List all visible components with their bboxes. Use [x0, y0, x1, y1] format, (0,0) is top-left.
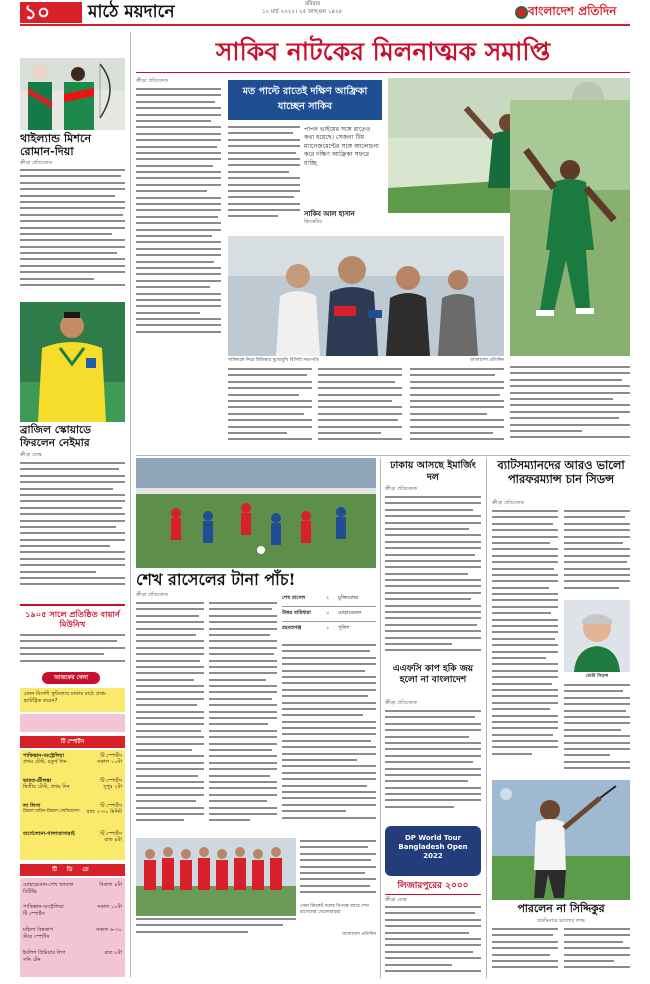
lead-callout: [228, 80, 382, 120]
russell-caption: সেনা ক্রিকেট দলের বিপক্ষে ম্যাচে শেখ রাসেলের খেলোয়াড়রা: [300, 904, 369, 915]
archery-headline: থাইল্যান্ড মিশনে রোমান-দিয়া: [20, 131, 92, 158]
section-title: মাঠে ময়দানে: [88, 2, 175, 22]
tv-row: [23, 802, 122, 816]
archery-photo: [20, 58, 125, 130]
tv2-row-time: রাত ৮টা: [104, 950, 122, 956]
tv2-row-time: বিকাল ৪টা: [99, 882, 122, 888]
tv-row-time: রাত ৪টা: [104, 837, 122, 843]
standings-row: [282, 622, 376, 636]
russell-team-photo: [136, 838, 296, 916]
asia-cup-headline: এএফসি কাপ হকি জয় হলো না বাংলাদেশ: [392, 664, 474, 685]
standings-team: রহমতগঞ্জ: [282, 625, 302, 631]
tv2-row-title: মহিলা বিশ্বকাপ: [23, 927, 54, 933]
quiz-box: [20, 688, 125, 712]
standings-score: ২: [326, 595, 330, 601]
tv-row-sub: রিয়াল মাদ্রিদ-রিয়াল সোসিয়েদাদ: [23, 809, 80, 814]
tv2-row-title: পাকিস্তান-অস্ট্রেলিয়া: [23, 904, 64, 910]
neymar-body: [20, 462, 125, 592]
tv-row-title: লা লিগা: [23, 803, 41, 809]
tv2-row-time: সকাল ৬-৩০: [95, 927, 122, 933]
runs-title-box: [385, 880, 481, 895]
lead-press-photo: [228, 236, 504, 356]
tv-row-time: দুপুর ২টা: [103, 784, 122, 790]
archery-kicker: ক্রীড়া প্রতিবেদক: [20, 160, 53, 166]
page-number: ১০: [24, 0, 50, 24]
byline-left: [304, 210, 382, 227]
tv2-title: টি ডি তে: [20, 864, 125, 876]
lead-body-col4: [318, 368, 402, 448]
siddikur-headline: পারলেন না সিদ্দিকুর: [517, 902, 605, 915]
runs-kicker: ক্রীড়া ডেস্ক: [385, 897, 407, 903]
mid-divider: [380, 458, 381, 978]
siddikur-kicker: চারমিনারে ভালোর লাভ: [537, 918, 585, 924]
tv-row-sub: প্রথম টেস্ট, চতুর্থ দিন: [23, 759, 67, 765]
tv-row-time: রাত ২-৩০ মিনিট: [86, 809, 122, 815]
byline-left-name: সাকিব আল হাসান: [304, 210, 355, 218]
batsman-body-col3: [564, 684, 630, 774]
asia-cup-body: [385, 710, 481, 820]
russell-team-photo-caption: [136, 918, 296, 942]
lead-headline-rule: [136, 72, 630, 73]
neymar-kicker: ক্রীড়া ডেস্ক: [20, 452, 42, 458]
russell-body-col2: [209, 602, 277, 834]
russell-caption-lines: [300, 840, 376, 900]
runs-body: [385, 906, 481, 978]
tv2-row-title: ইংলিশ প্রিমিয়ার লিগ: [23, 950, 66, 956]
weekday: রবিবার: [305, 1, 321, 7]
tv2-row-channel: বিটিভি: [23, 889, 38, 895]
tv-row-channel: টি স্পোর্টস: [100, 831, 122, 837]
tv2-row-channel: টি স্পোর্টস: [23, 911, 45, 917]
tv-row-title: বার্সেলোনা-গালাতাসারাই: [23, 831, 75, 837]
russell-headline: শেখ রাসেলের টানা পাঁচ!: [136, 570, 296, 589]
byline-left-role: ক্রিকেটার: [304, 219, 323, 225]
tv-row-title: ভারত-শ্রীলঙ্কা: [23, 778, 52, 784]
lead-pullquote: পাপন ভাইয়ের সঙ্গে রাতেও কথা হয়েছে। সেজন্য টিম ম্যানেজমেন্টের সঙ্গে আলোচনা করে দক্ষিণ আফ্রিকা সফরে যাচ্ছি: [304, 126, 379, 167]
tv-row-channel: টি স্পোর্টস: [100, 753, 122, 759]
tv-row-channel: টি স্পোর্টস: [100, 778, 122, 784]
tv-row: [23, 752, 122, 766]
tv-row-sub: দ্বিতীয় টেস্ট, প্রথম দিন: [23, 784, 70, 790]
classic-body: [20, 634, 125, 670]
siddikur-badge-text: DP World Tour Bangladesh Open 2022: [398, 834, 468, 860]
emerging-body: [385, 496, 481, 660]
lead-action-photo: [510, 100, 630, 356]
quiz-text: কোন বিদেশি ফুটবলার ঢাকার মাঠে প্রথম হ্যাটট্রিক করেন?: [24, 691, 106, 704]
russell-team-caption-lines: [136, 918, 296, 942]
tv-listing: [20, 750, 125, 860]
standings-team: উত্তর বারিধারা: [282, 610, 311, 616]
lead-kicker: ক্রীড়া প্রতিবেদক: [136, 78, 169, 84]
russell-body-col3: [282, 644, 376, 834]
emerging-kicker: ক্রীড়া প্রতিবেদক: [385, 486, 418, 492]
archery-body: [20, 169, 125, 294]
emerging-headline: ঢাকায় আসছে ইমার্জিং দল: [390, 460, 476, 483]
siddikur-body-col2: [564, 928, 630, 978]
siddikur-body-col1: [492, 928, 558, 978]
siddikur-badge: [385, 826, 481, 876]
tv2-row-channel: স্টার স্পোর্টস: [23, 934, 50, 940]
russell-body-col1: [136, 602, 204, 834]
lead-body-col6: [510, 366, 630, 446]
standings-opp: পুলিশ: [338, 625, 350, 631]
column-divider: [130, 32, 131, 977]
batsman-headline: ব্যাটসম্যানদের আরও ভালো পারফরম্যান্স চান সিডন্স: [497, 458, 625, 487]
tv-row: [23, 777, 122, 791]
date-line: ১০ মার্চ ২০২২। ২৫ ফাল্গুন ১৪২৮: [262, 9, 343, 15]
tv-row: [23, 830, 122, 844]
russell-caption-credit: বাংলাদেশ প্রতিদিন: [342, 932, 376, 937]
standings-score: ০: [326, 610, 330, 616]
standings-team: শেখ রাসেল: [282, 595, 306, 601]
lead-body-col5: [410, 368, 504, 448]
tv2-listing: [20, 878, 125, 977]
tv-title: টি স্পোর্টস: [20, 736, 125, 748]
classic-box: [20, 604, 125, 670]
lead-body-col1: [136, 88, 221, 346]
batsman-body-col1: [492, 510, 558, 770]
tv2-row-title: মোহামেডান-শেখ জামাল: [23, 882, 74, 888]
batsman-kicker: ক্রীড়া প্রতিবেদক: [492, 500, 525, 506]
tv-row-channel: টি স্পোর্টস: [100, 803, 122, 809]
lead-body-col2: [228, 126, 300, 226]
logo-mark: [515, 6, 528, 19]
neymar-photo: [20, 302, 125, 422]
batsman-photo-caption: জেমি সিডন্স: [585, 674, 609, 679]
left-column: [20, 32, 125, 977]
standings-score: ১: [326, 625, 330, 631]
masthead-logo: বাংলাদেশ প্রতিদিন: [528, 4, 617, 18]
masthead-rule: [20, 24, 630, 26]
batsman-photo: [564, 600, 630, 672]
classic-title: ১৯০৫ সালে প্রতিষ্ঠিত বায়ার্ন মিউনিখ: [25, 609, 120, 629]
lead-caption-text: সাকিবকে নিয়ে মিডিয়ার মুখোমুখি বিসিবি সভাপতি: [228, 358, 319, 363]
lead-headline: সাকিব নাটকের মিলনাত্মক সমাপ্তি: [215, 37, 551, 66]
tv2-row-time: সকাল ১০টা: [96, 904, 122, 910]
asia-cup-kicker: ক্রীড়া প্রতিবেদক: [385, 700, 418, 706]
today-panel: [20, 672, 125, 977]
runs-headline: লিজারপুরের ২০০০: [397, 881, 469, 891]
russell-standings: [282, 592, 376, 638]
today-title: আজকের খেলা: [42, 672, 100, 684]
russell-kicker: ক্রীড়া প্রতিবেদক: [136, 592, 169, 598]
standings-opp: মুক্তিযোদ্ধা: [338, 595, 359, 601]
lead-photo-caption: [228, 358, 504, 364]
standings-opp: মোহামেডান: [338, 610, 362, 616]
right-divider: [486, 458, 487, 978]
standings-row: [282, 607, 376, 622]
neymar-headline: ব্রাজিল স্কোয়াডে ফিরলেন নেইমার: [20, 424, 92, 449]
lead-bottom-rule: [136, 455, 630, 456]
lead-caption-credit: বাংলাদেশ প্রতিদিন: [470, 358, 504, 363]
tv2-row: [23, 881, 122, 889]
quiz-options: [20, 714, 125, 732]
batsman-body-col2: [564, 510, 630, 598]
lead-body-col3: [228, 368, 312, 448]
siddikur-photo: [492, 780, 630, 900]
tv-row-title: পাকিস্তান-অস্ট্রেলিয়া: [23, 753, 65, 759]
masthead: [0, 0, 650, 24]
standings-row: [282, 592, 376, 607]
tv2-row-channel: সনি টেন: [23, 957, 41, 963]
tv-row-time: সকাল ১০টা: [96, 759, 122, 765]
russell-match-photo: [136, 458, 376, 568]
callout-text: মত পাল্টে রাতেই দক্ষিণ আফ্রিকা যাচ্ছেন সাকিব: [242, 86, 368, 112]
